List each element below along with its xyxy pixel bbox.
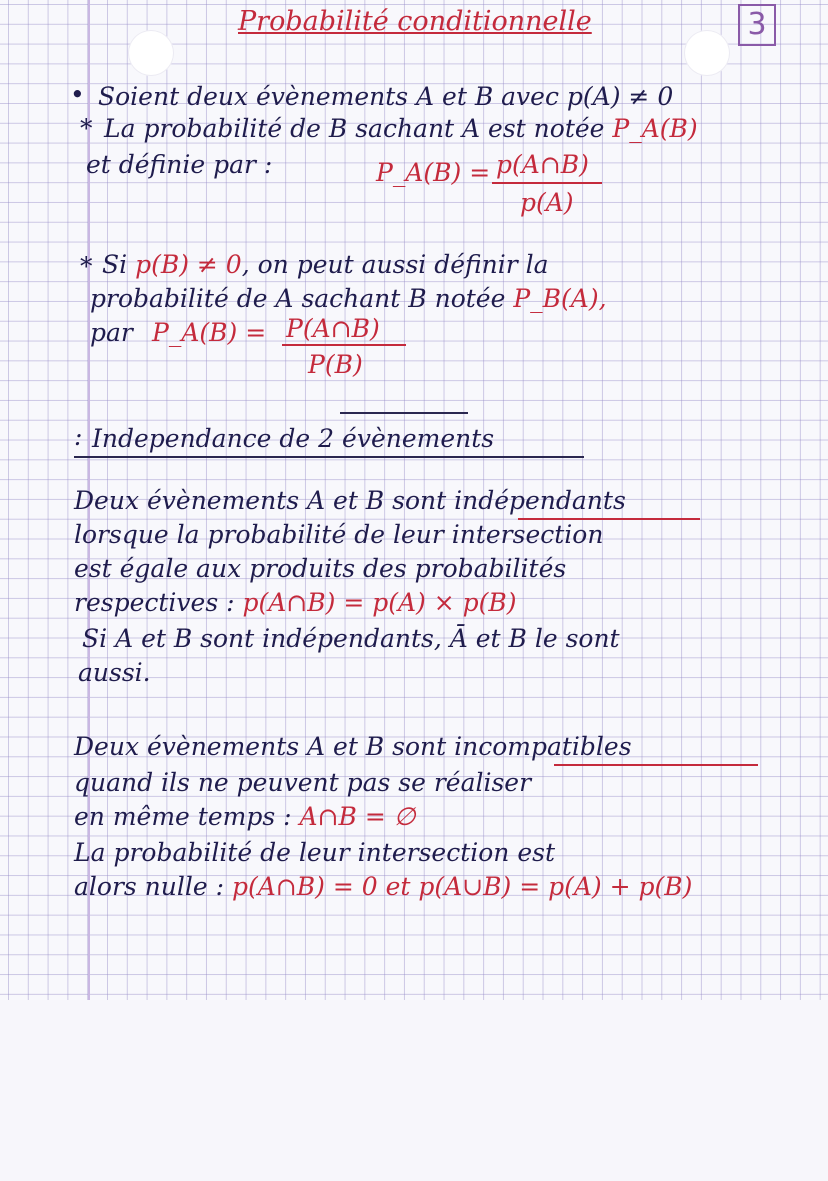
- incompatible-formula: p(A∩B) = 0 et p(A∪B) = p(A) + p(B): [232, 872, 693, 901]
- keyword-independants: indépendants: [454, 486, 626, 515]
- formula1-numerator: p(A∩B): [496, 150, 589, 179]
- notation-pa-b: P_A(B): [612, 114, 698, 143]
- star-marker: *: [80, 114, 93, 143]
- case-line-1: [102, 252, 549, 277]
- incompatible-line-3: [74, 804, 416, 829]
- incompatible-text: en même temps :: [74, 802, 292, 831]
- definition-line-2: et définie par :: [86, 150, 273, 179]
- independence-line-2: lorsque la probabilité de leur intersection: [74, 520, 604, 549]
- case-text: Si: [102, 250, 128, 279]
- formula2-numerator: P(A∩B): [286, 314, 380, 343]
- page-number-box: 3: [738, 4, 776, 46]
- formula1-denominator: p(A): [520, 188, 574, 217]
- independence-formula: p(A∩B) = p(A) × p(B): [242, 588, 517, 617]
- independence-line-3: est égale aux produits des probabilités: [74, 554, 567, 583]
- independence-text: Deux évènements A et B sont: [74, 486, 447, 515]
- case-line-3: par: [90, 318, 133, 347]
- formula1-fraction-bar: [492, 182, 602, 184]
- binder-hole-right: [684, 30, 730, 76]
- keyword-underline: [554, 764, 758, 766]
- independence-text: respectives :: [74, 588, 235, 617]
- definition-line-1: [104, 116, 698, 141]
- section-separator: [340, 412, 468, 414]
- case-text: probabilité de A sachant B notée: [90, 284, 506, 313]
- independence-line-1: [74, 488, 626, 513]
- heading-underline: [74, 456, 584, 458]
- formula2-denominator: P(B): [308, 350, 363, 379]
- empty-intersection: A∩B = ∅: [299, 802, 416, 831]
- case-text: , on peut aussi définir la: [241, 250, 549, 279]
- independence-line-4: [74, 590, 517, 615]
- definition-text: La probabilité de B sachant A est notée: [104, 114, 605, 143]
- incompatible-text: alors nulle :: [74, 872, 225, 901]
- formula2-fraction-bar: [282, 344, 406, 346]
- formula1-lhs: P_A(B) =: [376, 158, 491, 187]
- notation-pb-a: P_B(A),: [513, 284, 607, 313]
- incompatible-line-2: quand ils ne peuvent pas se réaliser: [74, 768, 532, 797]
- independence-line-6: aussi.: [78, 658, 151, 687]
- intro-text: Soient deux évènements A et B avec p(A) ≠ 0: [98, 82, 674, 111]
- condition-pb: p(B) ≠ 0: [135, 250, 242, 279]
- formula2-lhs: P_A(B) =: [152, 318, 267, 347]
- bullet: •: [70, 80, 85, 109]
- independence-line-5: Si A et B sont indépendants, Ā et B le sont: [82, 624, 620, 653]
- incompatible-line-4: La probabilité de leur intersection est: [74, 838, 556, 867]
- keyword-incompatibles: incompatibles: [454, 732, 632, 761]
- incompatible-line-1: [74, 734, 632, 759]
- binder-hole-left: [128, 30, 174, 76]
- page-title: Probabilité conditionnelle: [238, 6, 592, 37]
- blank-page-bottom: [0, 1000, 828, 1181]
- heading-colon: :: [74, 422, 83, 451]
- case-line-2: [90, 286, 607, 311]
- star-marker: *: [80, 252, 93, 281]
- incompatible-text: Deux évènements A et B sont: [74, 732, 447, 761]
- independence-heading: Independance de 2 évènements: [92, 424, 495, 453]
- incompatible-line-5: [74, 874, 692, 899]
